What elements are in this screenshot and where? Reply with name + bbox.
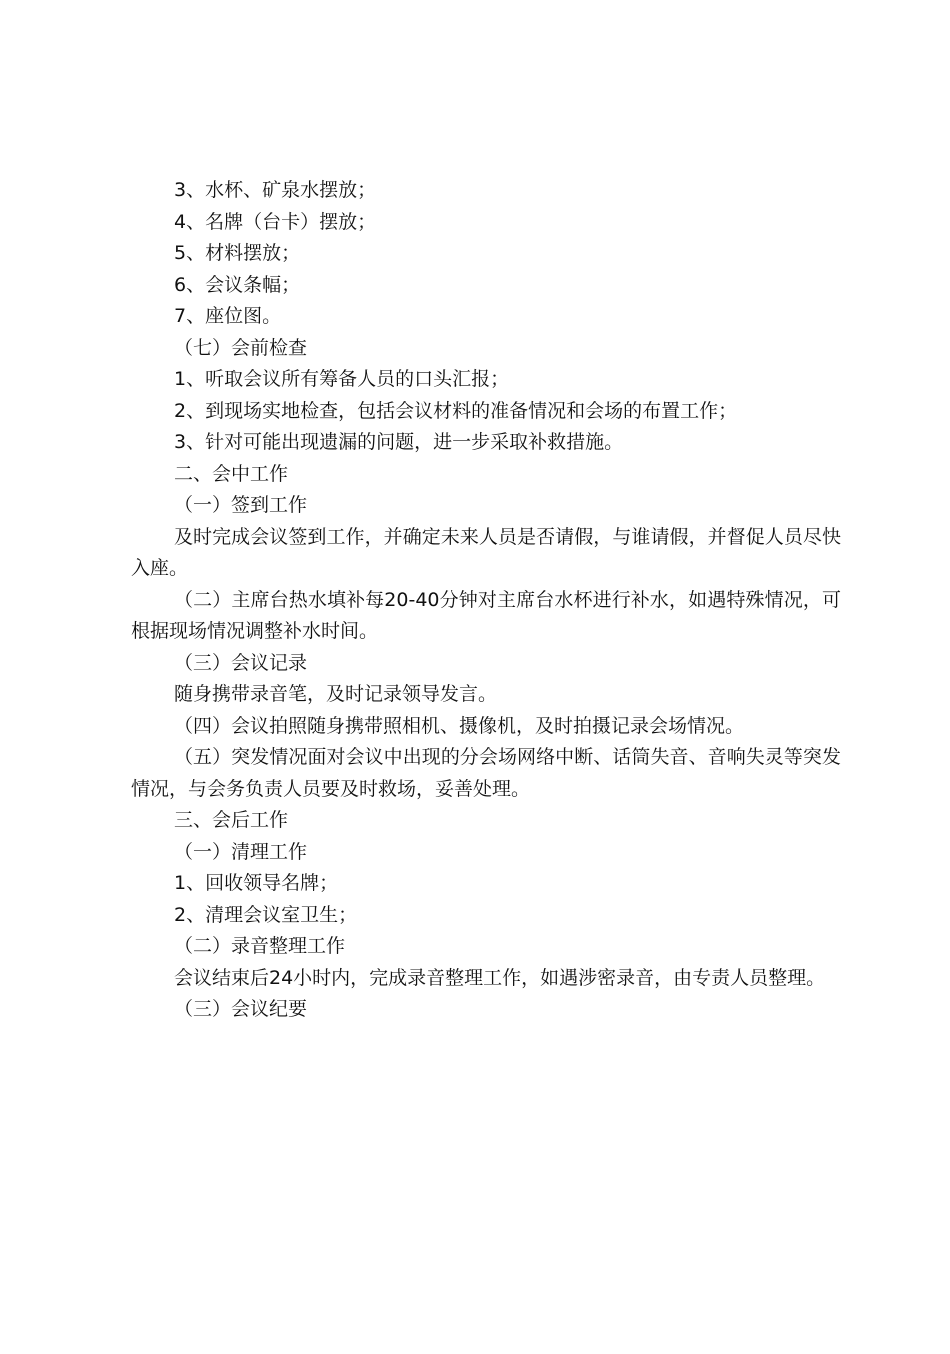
section-heading: 二、会中工作 [174,462,289,485]
paragraph: 会议结束后24小时内，完成录音整理工作，如遇涉密录音，由专责人员整理。 [174,966,826,989]
section-heading: （七）会前检查 [174,336,308,359]
paragraph: （二）主席台热水填补每20-40分钟对主席台水杯进行补水，如遇特殊情况，可根据现场情况调整补水时间。 [131,588,841,642]
section-heading: （三）会议记录 [174,651,308,674]
document-body [131,175,841,1026]
paragraph: 及时完成会议签到工作，并确定未来人员是否请假，与谁请假，并督促人员尽快入座。 [131,525,841,579]
paragraph: 3、水杯、矿泉水摆放； [174,179,377,201]
paragraph: 2、到现场实地检查，包括会议材料的准备情况和会场的布置工作； [174,399,738,422]
section-heading: （一）签到工作 [174,494,308,516]
paragraph: 5、材料摆放； [174,242,301,264]
paragraph: 随身携带录音笔，及时记录领导发言。 [174,683,498,705]
paragraph: 2、清理会议室卫生； [174,903,358,926]
paragraph: 1、回收领导名牌； [174,872,339,894]
paragraph: 6、会议条幅； [174,273,301,296]
paragraph: （五）突发情况面对会议中出现的分会场网络中断、话筒失音、音响失灵等突发情况，与会务负责人员要及时救场，妥善处理。 [131,746,841,800]
paragraph: 1、听取会议所有筹备人员的口头汇报； [174,368,510,390]
section-heading: （三）会议纪要 [174,998,308,1020]
paragraph: 4、名牌（台卡）摆放； [174,210,377,233]
paragraph: 3、针对可能出现遗漏的问题，进一步采取补救措施。 [174,431,624,453]
section-heading: （二）录音整理工作 [174,935,346,957]
section-heading: 三、会后工作 [174,809,289,831]
paragraph: 7、座位图。 [174,305,282,327]
paragraph: （四）会议拍照随身携带照相机、摄像机，及时拍摄记录会场情况。 [174,714,745,737]
section-heading: （一）清理工作 [174,840,308,863]
